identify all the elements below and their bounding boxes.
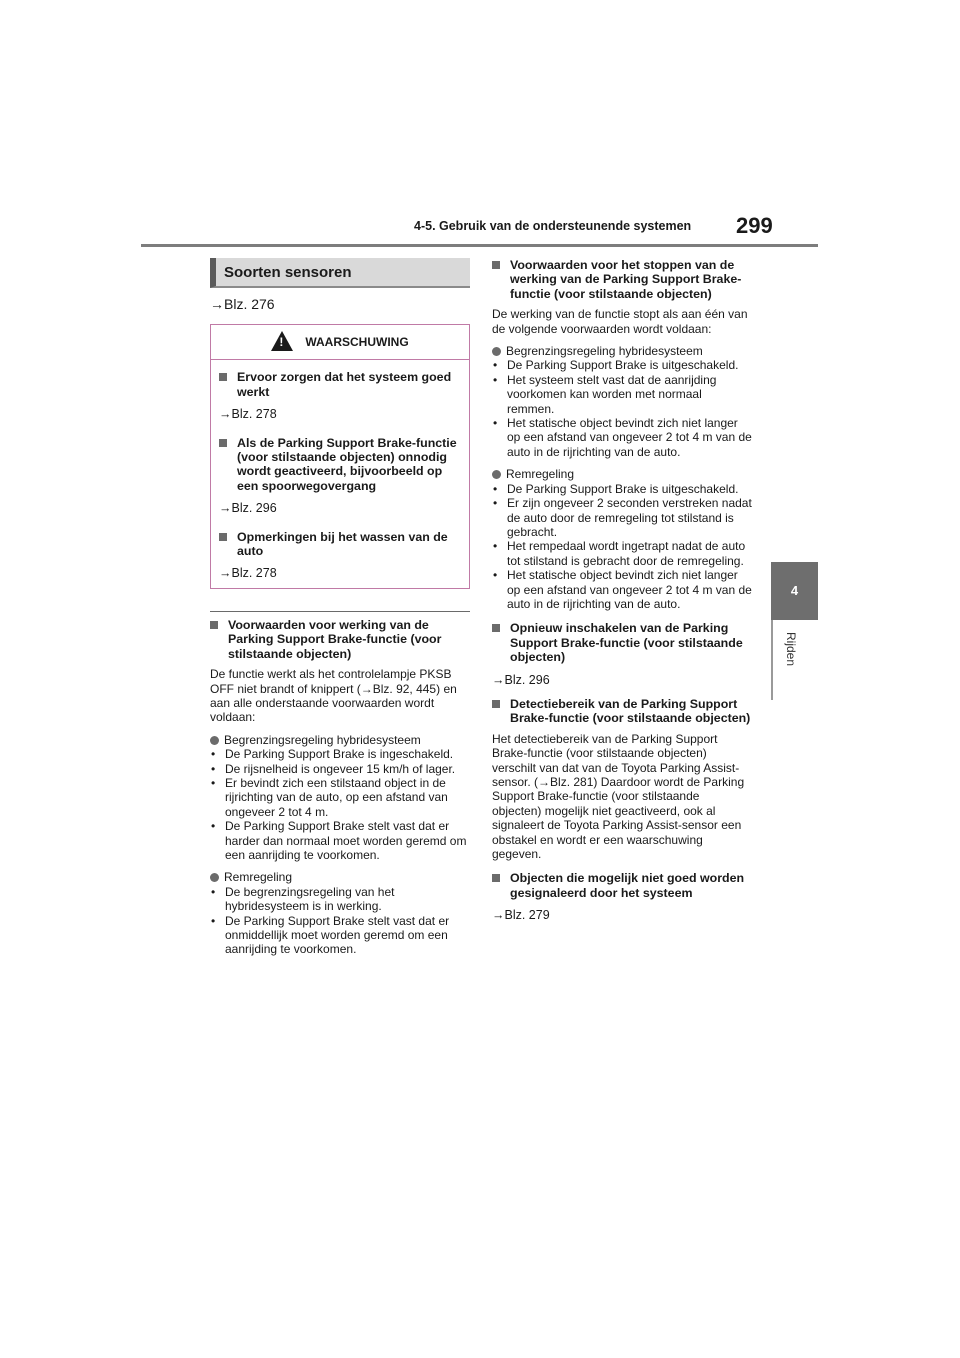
- warning-header: [219, 325, 461, 359]
- section-heading: Soorten sensoren: [210, 258, 470, 288]
- list-item: • De Parking Support Brake stelt vast dat er harder dan normaal moet worden geremd om een aanrijding te voorkomen.: [210, 819, 470, 862]
- warning-box: [210, 324, 470, 588]
- page-number: 299: [736, 213, 773, 238]
- warning-icon: [271, 331, 293, 351]
- body-paragraph: De werking van de functie stopt als aan één van de volgende voorwaarden wordt voldaan:: [492, 307, 748, 336]
- list-item: • Het statische object bevindt zich niet langer op een afstand van ongeveer 2 tot 4 m van de auto in de rijrichting van de auto.: [492, 568, 752, 611]
- list-item: • De Parking Support Brake stelt vast dat er onmiddellijk moet worden geremd om een aanrijding te voorkomen.: [210, 914, 470, 957]
- subsection-heading: Opnieuw inschakelen van de Parking Support Brake-functie (voor stilstaande objecten): [492, 621, 752, 664]
- list-item: • Het statische object bevindt zich niet langer op een afstand van ongeveer 2 tot 4 m van de auto in de rijrichting van de auto.: [492, 416, 752, 459]
- subsection-heading: Objecten die mogelijk niet goed worden gesignaleerd door het systeem: [492, 871, 752, 900]
- list-item: • De Parking Support Brake is ingeschakeld.: [210, 747, 470, 761]
- body-paragraph: De functie werkt als het controlelampje PKSB OFF niet brandt of knippert (→Blz. 92, 445) en aan alle onderstaande voorwaarden wordt voldaan:: [210, 667, 457, 725]
- subsection-heading: Voorwaarden voor het stoppen van de werking van de Parking Support Brake-functie (voor stilstaande objecten): [492, 258, 752, 301]
- page-reference[interactable]: →Blz. 276: [210, 296, 275, 312]
- left-column: [210, 258, 470, 957]
- warning-item-heading: Als de Parking Support Brake-functie (voor stilstaande objecten) onnodig wordt geactiveerd, bijvoorbeeld op een spoorwegovergang: [219, 436, 461, 494]
- page-reference[interactable]: →Blz. 279: [492, 908, 550, 923]
- list-item: • De Parking Support Brake is uitgeschakeld.: [492, 358, 752, 372]
- list-item: • Het systeem stelt vast dat de aanrijding voorkomen kan worden met normaal remmen.: [492, 373, 752, 416]
- list-item: • Er bevindt zich een stilstaand object in de rijrichting van de auto, op een afstand van ongeveer 2 tot 4 m.: [210, 776, 470, 819]
- list-item: • De Parking Support Brake is uitgeschakeld.: [492, 482, 752, 496]
- group-title: Remregeling: [210, 870, 470, 884]
- right-column: [492, 258, 752, 923]
- list-item: • De begrenzingsregeling van het hybridesysteem is in werking.: [210, 885, 470, 914]
- section-title: 4-5. Gebruik van de ondersteunende systemen: [414, 219, 692, 233]
- page-reference[interactable]: →Blz. 278: [219, 407, 277, 422]
- list-item: • Het rempedaal wordt ingetrapt nadat de auto tot stilstand is gebracht door de remregeling.: [492, 539, 752, 568]
- group-title: Remregeling: [492, 467, 752, 481]
- subsection-heading: Detectiebereik van de Parking Support Brake-functie (voor stilstaande objecten): [492, 697, 752, 726]
- side-divider: [771, 620, 773, 700]
- chapter-label: Rijden: [784, 632, 798, 667]
- group-title: Begrenzingsregeling hybridesysteem: [210, 733, 470, 747]
- warning-item-heading: Opmerkingen bij het wassen van de auto: [219, 530, 461, 559]
- page-reference[interactable]: →Blz. 296: [492, 672, 550, 687]
- header-divider: [141, 244, 818, 247]
- section-divider: [210, 611, 470, 612]
- page-reference[interactable]: →Blz. 278: [219, 566, 277, 581]
- warning-divider: [211, 359, 469, 360]
- warning-label: WAARSCHUWING: [305, 335, 409, 350]
- warning-item-heading: Ervoor zorgen dat het systeem goed werkt: [219, 370, 461, 399]
- page-reference[interactable]: →Blz. 296: [219, 501, 277, 516]
- body-paragraph: Het detectiebereik van de Parking Support Brake-functie (voor stilstaande objecten) verschilt van dat van de Toyota Parking Assist-sensor. (→Blz. 281) Daardoor wordt de Parking Support Brake-functie (voor stilstaande objecten) mogelijk niet geactiveerd, ook al signaleert de Toyota Parking Assist-sensor een obstakel en wordt er een waarschuwing gegeven.: [492, 731, 745, 862]
- group-title: Begrenzingsregeling hybridesysteem: [492, 344, 752, 358]
- list-item: • De rijsnelheid is ongeveer 15 km/h of lager.: [210, 762, 470, 776]
- chapter-tab[interactable]: 4: [771, 562, 818, 620]
- list-item: • Er zijn ongeveer 2 seconden verstreken nadat de auto door de remregeling tot stilstand is gebracht.: [492, 496, 752, 539]
- subsection-heading: Voorwaarden voor werking van de Parking Support Brake-functie (voor stilstaande objecten): [210, 618, 470, 661]
